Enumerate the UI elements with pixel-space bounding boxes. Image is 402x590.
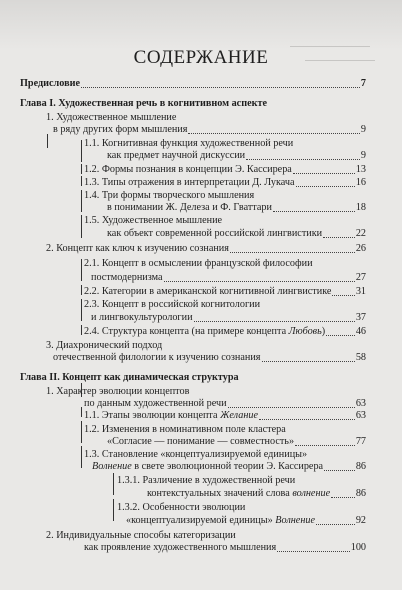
page-title: СОДЕРЖАНИЕ [133,47,269,68]
toc-entry[interactable]: 1.2. Формы познания в концепции Э. Кассирера 13 [84,164,366,175]
toc-entry[interactable]: 2.4. Структура концепта (на примере концепта Любовь) 46 [84,326,366,337]
toc-entry[interactable]: 2.3. Концепт в российской когнитологии [84,299,261,310]
toc-entry[interactable]: постмодернизма 27 [91,272,366,283]
bracket-line [113,473,114,495]
toc-entry[interactable]: 1.1. Этапы эволюции концепта Желание 63 [84,410,366,421]
toc-entry[interactable]: «концептуализируемой единицы» Волнение 92 [126,515,366,526]
toc-entry[interactable]: 1.4. Три формы творческого мышления [84,190,255,201]
bracket-line [81,446,82,468]
toc-entry[interactable]: Волнение в свете эволюционной теории Э. Кассирера 86 [92,461,366,472]
bracket-line [113,499,114,521]
chapter-1-heading[interactable]: Глава I. Художественная речь в когнитивном аспекте [20,98,267,109]
bracket-line [81,215,82,238]
toc-entry[interactable]: 1.1. Когнитивная функция художественной речи [84,138,294,149]
toc-entry[interactable]: 1.3.1. Различение в художественной речи [117,475,296,486]
toc-entry[interactable]: 1.3. Типы отражения в интерпретации Д. Лукача 16 [84,177,366,188]
toc-entry[interactable]: как объект современной российской лингвистики 22 [107,228,366,239]
toc-entry-preface[interactable]: Предисловие 7 [20,78,366,89]
toc-entry[interactable]: как предмет научной дискуссии 9 [107,150,366,161]
toc-entry[interactable]: 2.1. Концепт в осмыслении французской философии [84,258,313,269]
toc-entry[interactable]: контекстуальных значений слова волнение 86 [147,488,366,499]
bracket-line [81,164,82,174]
toc-entry[interactable]: 1. Характер эволюции концептов [46,386,190,397]
chapter-2-heading[interactable]: Глава II. Концепт как динамическая структура [20,372,239,383]
bracket-line [47,134,48,148]
toc-entry[interactable]: 2.2. Категории в американской когнитивной лингвистике 31 [84,286,366,297]
toc-entry[interactable]: 1. Художественное мышление [46,112,177,123]
toc-entry[interactable]: 2. Концепт как ключ к изучению сознания 26 [46,243,366,254]
bracket-line [81,421,82,443]
toc-entry[interactable]: 2. Индивидуальные способы категоризации [46,530,236,541]
toc-entry[interactable]: отечественной филологии к изучению сознания 58 [53,352,366,363]
bracket-line [81,190,82,212]
toc-entry[interactable]: в понимании Ж. Делеза и Ф. Гваттари 18 [107,202,366,213]
toc-entry[interactable]: как проявление художественного мышления 100 [84,542,366,553]
toc-entry[interactable]: по данным художественной речи 63 [84,398,366,409]
toc-entry[interactable]: 1.3. Становление «концептуализируемой единицы» [84,449,308,460]
toc-entry[interactable]: 1.5. Художественное мышление [84,215,223,226]
toc-entry[interactable]: «Согласие — понимание — совместность» 77 [107,436,366,447]
bracket-line [81,407,82,417]
toc-entry[interactable]: 1.3.2. Особенности эволюции [117,502,246,513]
bracket-line [81,140,82,162]
bracket-line [81,285,82,295]
bracket-line [81,325,82,335]
toc-entry[interactable]: 3. Диахронический подход [46,340,163,351]
toc-entry[interactable]: в ряду других форм мышления 9 [53,124,366,135]
bracket-line [81,299,82,321]
bracket-line [81,176,82,186]
bracket-line [81,259,82,281]
toc-entry[interactable]: 1.2. Изменения в номинативном поле кластера [84,424,286,435]
toc-entry[interactable]: и лингвокультурологии 37 [91,312,366,323]
